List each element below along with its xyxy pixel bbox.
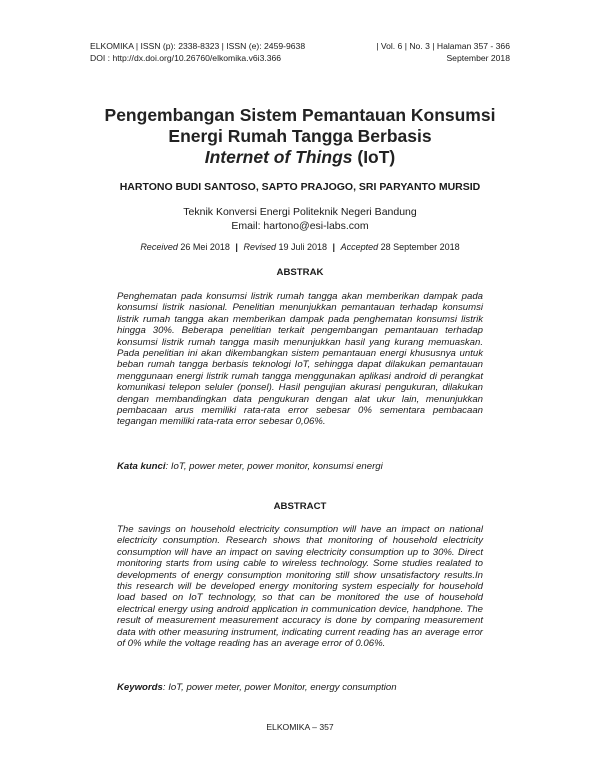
title-iot-rest: (IoT) [352,147,396,167]
received-label: Received [140,242,178,252]
date-separator: | [235,242,238,252]
accepted-date: 28 September 2018 [378,242,460,252]
title-line-2: Energi Rumah Tangga Berbasis [168,126,432,146]
header-volume: | Vol. 6 | No. 3 | Halaman 357 - 366 [376,41,510,51]
kata-kunci-label: Kata kunci [117,461,166,472]
title-line-3 [60,147,540,168]
received-date: 26 Mei 2018 [177,242,230,252]
accepted-label: Accepted [340,242,379,252]
keywords [117,682,483,693]
author-email: Email: hartono@esi-labs.com [231,220,369,232]
title-line-1: Pengembangan Sistem Pemantauan Konsumsi [104,105,496,125]
journal-header [90,40,510,64]
paper-title [60,105,540,168]
header-issn: ELKOMIKA | ISSN (p): 2338-8323 | ISSN (e): 2459-9638 [90,41,306,51]
revised-label: Revised [243,242,276,252]
abstrak-body: Penghematan pada konsumsi listrik rumah tangga akan memberikan dampak pada konsumsi listrik nasional. Penelitian menunjukkan pemantauan terhadap konsumsi listrik rumah tangga akan memberikan dampak pada penghematan konsumsi listrik hingga 30%. Beberapa penelitian terkait pengembangan pemantauan terhadap konsumsi listrik rumah tangga masih menunjukkan hasil yang kurang memuaskan. Pada penelitian ini akan dikembangkan sistem pemantauan energi khususnya untuk beban rumah tangga berbasis teknologi IoT, sehingga dapat dilakukan pemantauan menggunaan energi listrik rumah tangga menggunakan aplikasi android di perangkat komunikasi telepon seluler (ponsel). Hasil pengujian akurasi pengukuran, dilakukan dengan membandingkan data pengukuran dengan alat ukur lain, menunjukkan pembacaan arus memiliki rata-rata error sebesar 0% sementara pembacaan tegangan memiliki rata-rata error sebesar 0,06%. [117,291,483,428]
affiliation: Teknik Konversi Energi Politeknik Negeri Bandung [183,206,417,218]
header-date: September 2018 [446,53,510,63]
header-doi: DOI : http://dx.doi.org/10.26760/elkomika.v6i3.366 [90,53,282,63]
abstrak-heading: ABSTRAK [276,267,324,278]
submission-dates [60,242,540,252]
kata-kunci-text: : IoT, power meter, power monitor, konsumsi energi [165,461,383,472]
abstract-body: The savings on household electricity consumption will have an impact on national electricity consumption. Research shows that monitoring of household electricity consumption will have an impact on saving electricity consumption up to 30%. Direct monitoring starts from using cable to wireless technology. Some studies realated to developments of energy consumption monitoring still show unsatisfactory results.In this research will be developed energy monitoring system especially for household load based on IoT technology, so that can be monitored the use of household electrical energy using android application in communication device, handphone. The result of measurement measurement accuracy is done by comparing measurement data with other measuring instrument, indicating current reading has an average error of 0% while the voltage reading has an average error of 0.06%. [117,524,483,650]
kata-kunci [117,461,483,472]
revised-date: 19 Juli 2018 [275,242,328,252]
title-iot-italic: Internet of Things [204,147,353,167]
keywords-text: : IoT, power meter, power Monitor, energy consumption [162,682,397,693]
abstract-heading: ABSTRACT [273,501,327,512]
page-footer: ELKOMIKA – 357 [266,722,334,732]
keywords-label: Keywords [117,682,163,693]
date-separator: | [332,242,336,252]
affiliation-block [60,205,540,233]
author-list: HARTONO BUDI SANTOSO, SAPTO PRAJOGO, SRI PARYANTO MURSID [119,181,481,193]
